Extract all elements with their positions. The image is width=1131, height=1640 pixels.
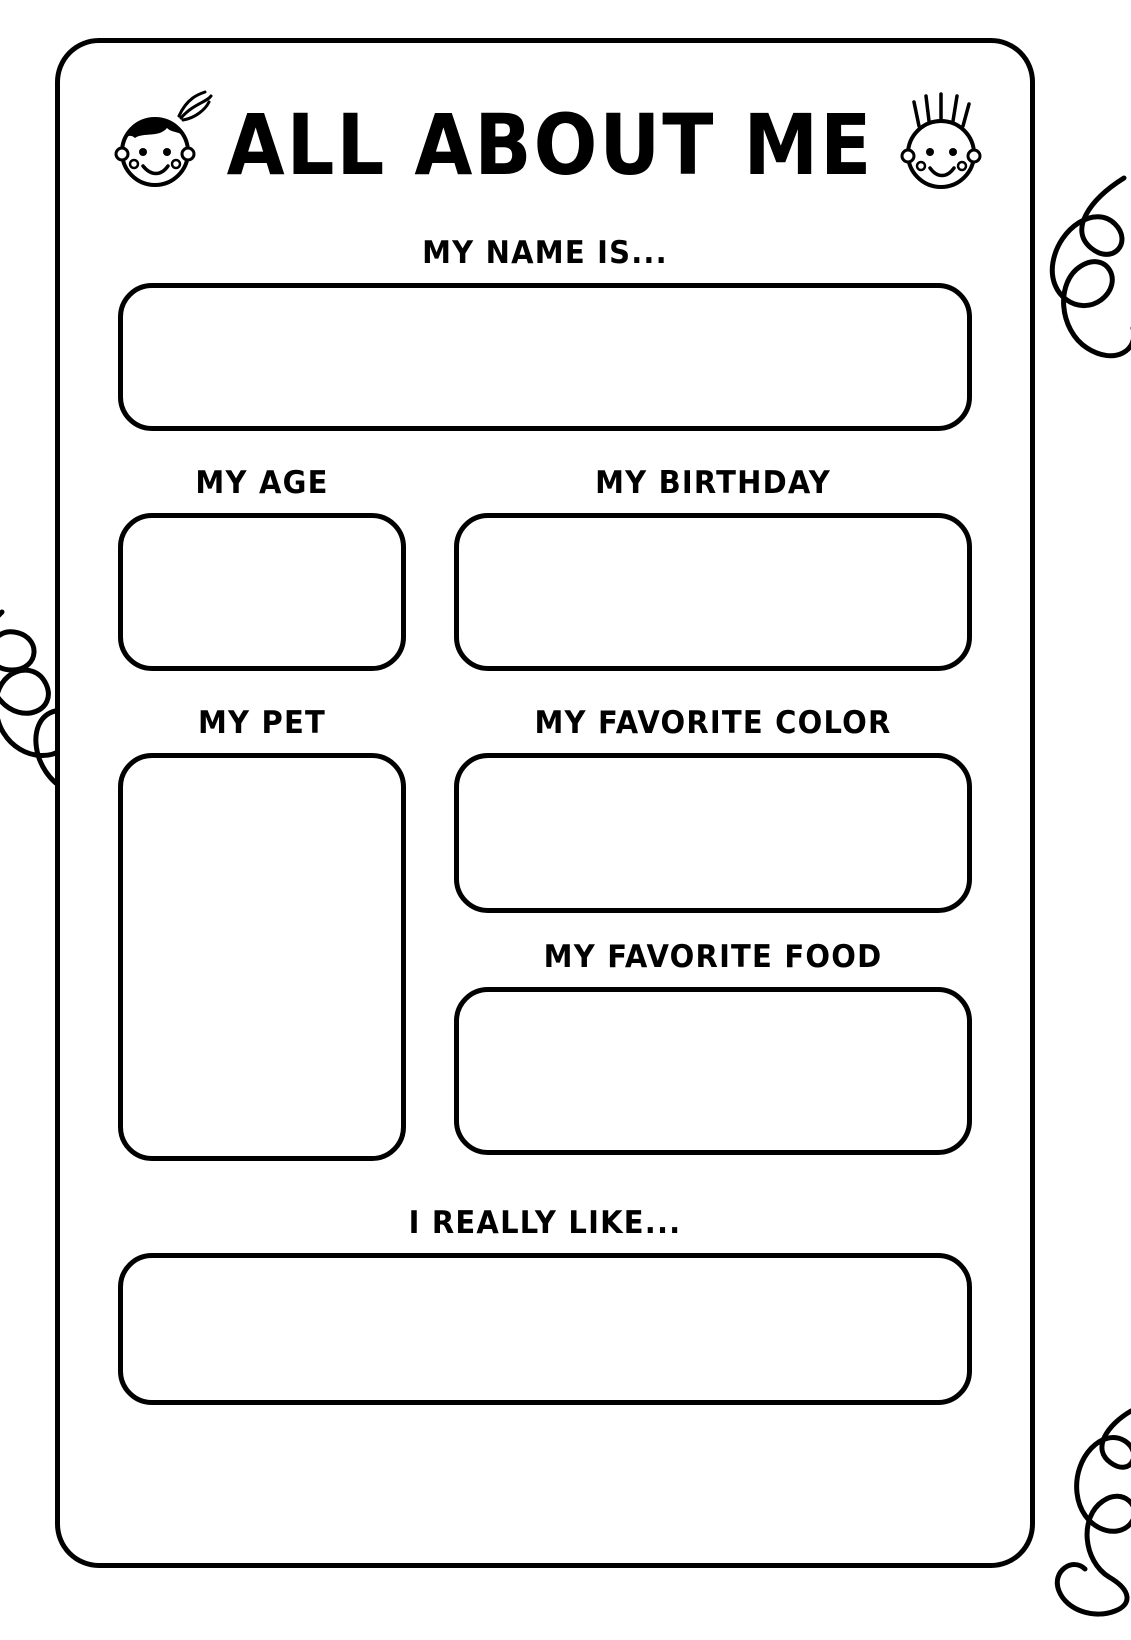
field-row-pet-color-food [118,753,972,1161]
field-row-age-birthday [118,513,972,671]
input-favorite-color[interactable] [454,753,972,913]
label-birthday: MY BIRTHDAY [595,463,831,501]
input-really-like[interactable] [118,1253,972,1405]
squiggle-doodle-right-top [1029,170,1131,415]
girl-face-icon [95,90,213,200]
input-birthday[interactable] [454,513,972,671]
label-name: MY NAME IS... [422,233,668,271]
input-favorite-food[interactable] [454,987,972,1155]
worksheet-header [118,85,972,205]
label-pet: MY PET [197,703,326,741]
label-age: MY AGE [195,463,329,501]
input-age[interactable] [118,513,406,671]
input-pet[interactable] [118,753,406,1161]
label-really-like: I REALLY LIKE... [408,1203,682,1241]
input-name[interactable] [118,283,972,431]
page-title: ALL ABOUT ME [226,95,874,194]
label-favorite-color: MY FAVORITE COLOR [534,703,892,741]
label-favorite-food: MY FAVORITE FOOD [543,937,883,975]
boy-face-icon [887,88,995,203]
label-row-pet-color [118,705,972,753]
right-field-stack [454,753,972,1161]
worksheet-sheet [55,38,1035,1568]
label-row-age-birthday [118,465,972,513]
